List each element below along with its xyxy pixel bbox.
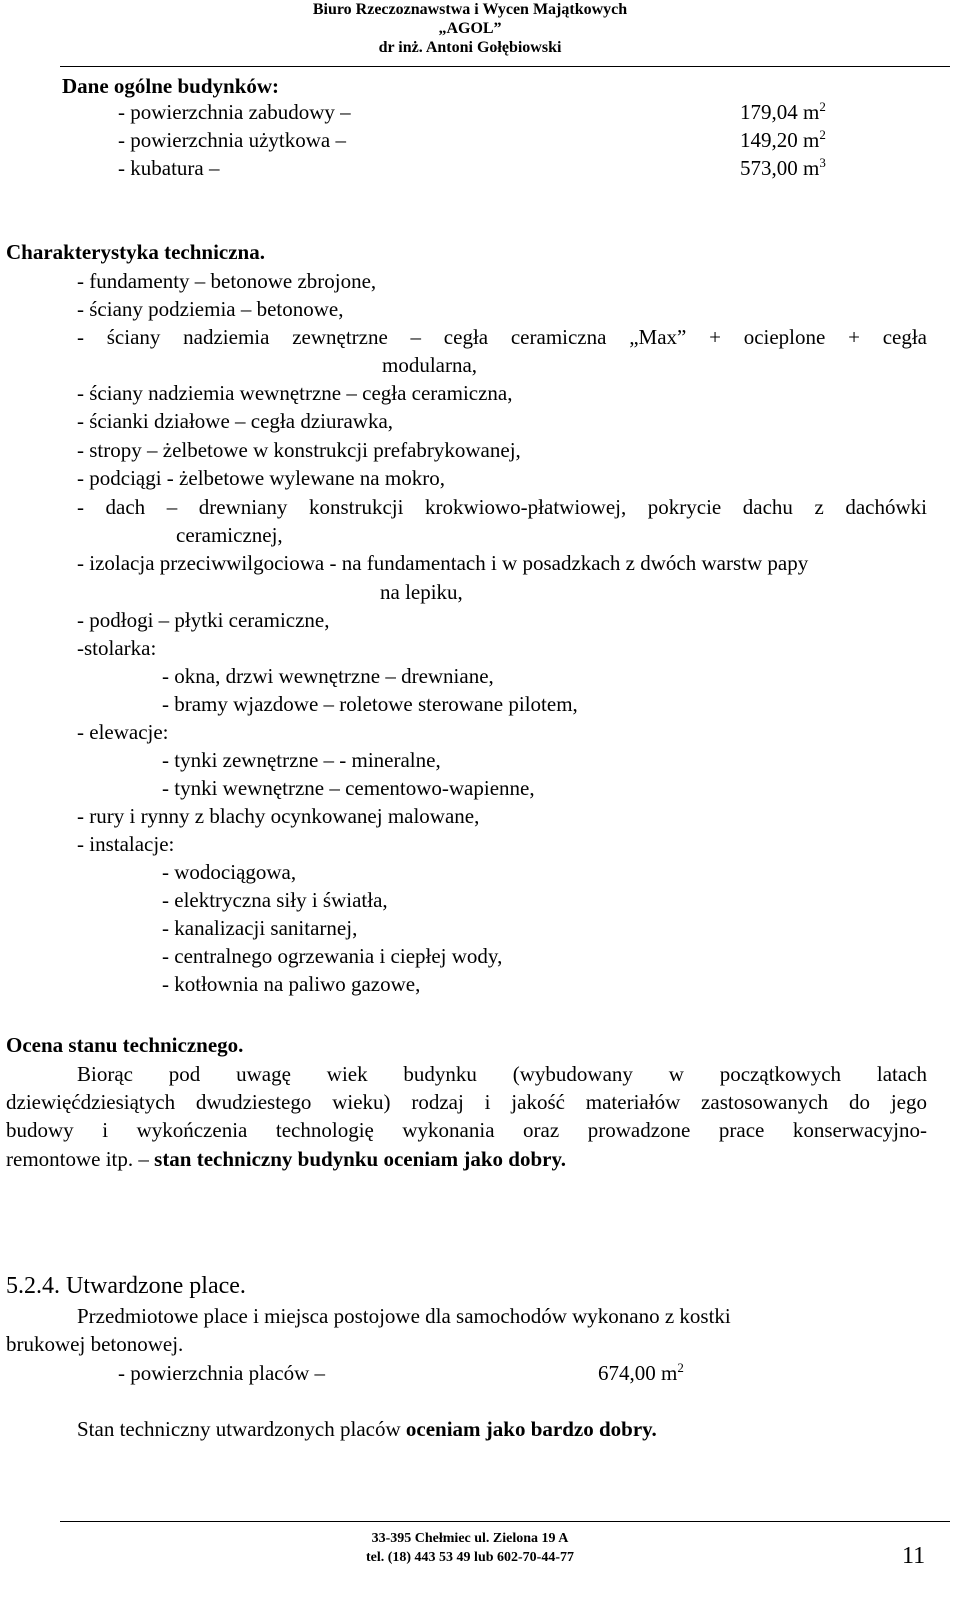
general-item-label: - powierzchnia zabudowy – (118, 100, 351, 124)
technical-line: - rury i rynny z blachy ocynkowanej malowane, (77, 804, 480, 828)
technical-line: - kanalizacji sanitarnej, (162, 916, 358, 940)
header-rule (60, 66, 950, 67)
technical-line: - ściany nadziemia zewnętrzne – cegła ceramiczna „Max” + ocieplone + cegła (77, 325, 927, 349)
assessment-paragraph-line: dziewięćdziesiątych dwudziestego wieku) rodzaj i jakość materiałów zastosowanych do jego (6, 1090, 927, 1114)
header-firm-brand: „AGOL” (438, 20, 502, 37)
technical-line: na lepiku, (380, 580, 463, 604)
technical-line: - ścianki działowe – cegła dziurawka, (77, 409, 394, 433)
status-verdict: oceniam jako bardzo dobry. (405, 1417, 657, 1441)
footer-rule (60, 1521, 950, 1522)
header-author: dr inż. Antoni Gołębiowski (378, 39, 562, 56)
area-value: 674,00 $m^2$ (598, 1360, 684, 1385)
technical-line: - dach – drewniany konstrukcji krokwiowo-płatwiowej, pokrycie dachu z dachówki (77, 495, 927, 519)
area-label: - powierzchnia placów – (118, 1361, 325, 1385)
assessment-paragraph-line: Biorąc pod uwagę wiek budynku (wybudowany w początkowych latach (77, 1062, 927, 1086)
general-item-label: - powierzchnia użytkowa – (118, 128, 346, 152)
section-paragraph-line: Przedmiotowe place i miejsca postojowe dla samochodów wykonano z kostki (77, 1304, 731, 1328)
general-item-value: 179,04 $m^2$ (740, 99, 826, 124)
status-line: Stan techniczny utwardzonych placów oceniam jako bardzo dobry. (77, 1417, 657, 1441)
technical-line: - wodociągowa, (162, 860, 297, 884)
general-item-label: - kubatura – (118, 156, 220, 180)
page-number: 11 (902, 1543, 926, 1569)
section-heading: 5.2.4. Utwardzone place. (6, 1273, 246, 1299)
assessment-paragraph-line: remontowe itp. – stan techniczny budynku oceniam jako dobry. (6, 1147, 567, 1171)
section-paragraph-line: brukowej betonowej. (6, 1332, 184, 1356)
technical-title: Charakterystyka techniczna. (6, 240, 265, 264)
technical-line: modularna, (382, 353, 478, 377)
assessment-title: Ocena stanu technicznego. (6, 1033, 244, 1057)
technical-line: - tynki zewnętrzne – - mineralne, (162, 748, 441, 772)
technical-line: - okna, drzwi wewnętrzne – drewniane, (162, 664, 494, 688)
technical-line: - ściany nadziemia wewnętrzne – cegła ceramiczna, (77, 381, 513, 405)
technical-line: - centralnego ogrzewania i ciepłej wody, (162, 944, 503, 968)
general-item-value: 573,00 $m^3$ (740, 155, 826, 180)
technical-line: ceramicznej, (176, 523, 283, 547)
technical-line: - izolacja przeciwwilgociowa - na fundamentach i w posadzkach z dwóch warstw papy (77, 551, 809, 575)
assessment-paragraph-line: budowy i wykończenia technologię wykonania oraz prowadzone prace konserwacyjno- (6, 1118, 927, 1142)
technical-line: - bramy wjazdowe – roletowe sterowane pilotem, (162, 692, 578, 716)
technical-line: - podciągi - żelbetowe wylewane na mokro, (77, 466, 445, 490)
footer-address: 33-395 Chełmiec ul. Zielona 19 A (371, 1531, 569, 1546)
footer-phone: tel. (18) 443 53 49 lub 602-70-44-77 (365, 1550, 575, 1565)
technical-line: -stolarka: (77, 636, 157, 660)
technical-line: - podłogi – płytki ceramiczne, (77, 608, 330, 632)
technical-line: - elektryczna siły i światła, (162, 888, 388, 912)
technical-line: - elewacje: (77, 720, 169, 744)
header-firm-name: Biuro Rzeczoznawstwa i Wycen Majątkowych (312, 1, 628, 18)
technical-line: - ściany podziemia – betonowe, (77, 297, 344, 321)
assessment-verdict: stan techniczny budynku oceniam jako dobry. (154, 1147, 567, 1171)
technical-line: - instalacje: (77, 832, 175, 856)
general-item-value: 149,20 $m^2$ (740, 127, 826, 152)
technical-line: - tynki wewnętrzne – cementowo-wapienne, (162, 776, 535, 800)
technical-line: - stropy – żelbetowe w konstrukcji prefabrykowanej, (77, 438, 521, 462)
technical-line: - fundamenty – betonowe zbrojone, (77, 269, 377, 293)
technical-line: - kotłownia na paliwo gazowe, (162, 972, 421, 996)
general-title: Dane ogólne budynków: (62, 74, 280, 98)
